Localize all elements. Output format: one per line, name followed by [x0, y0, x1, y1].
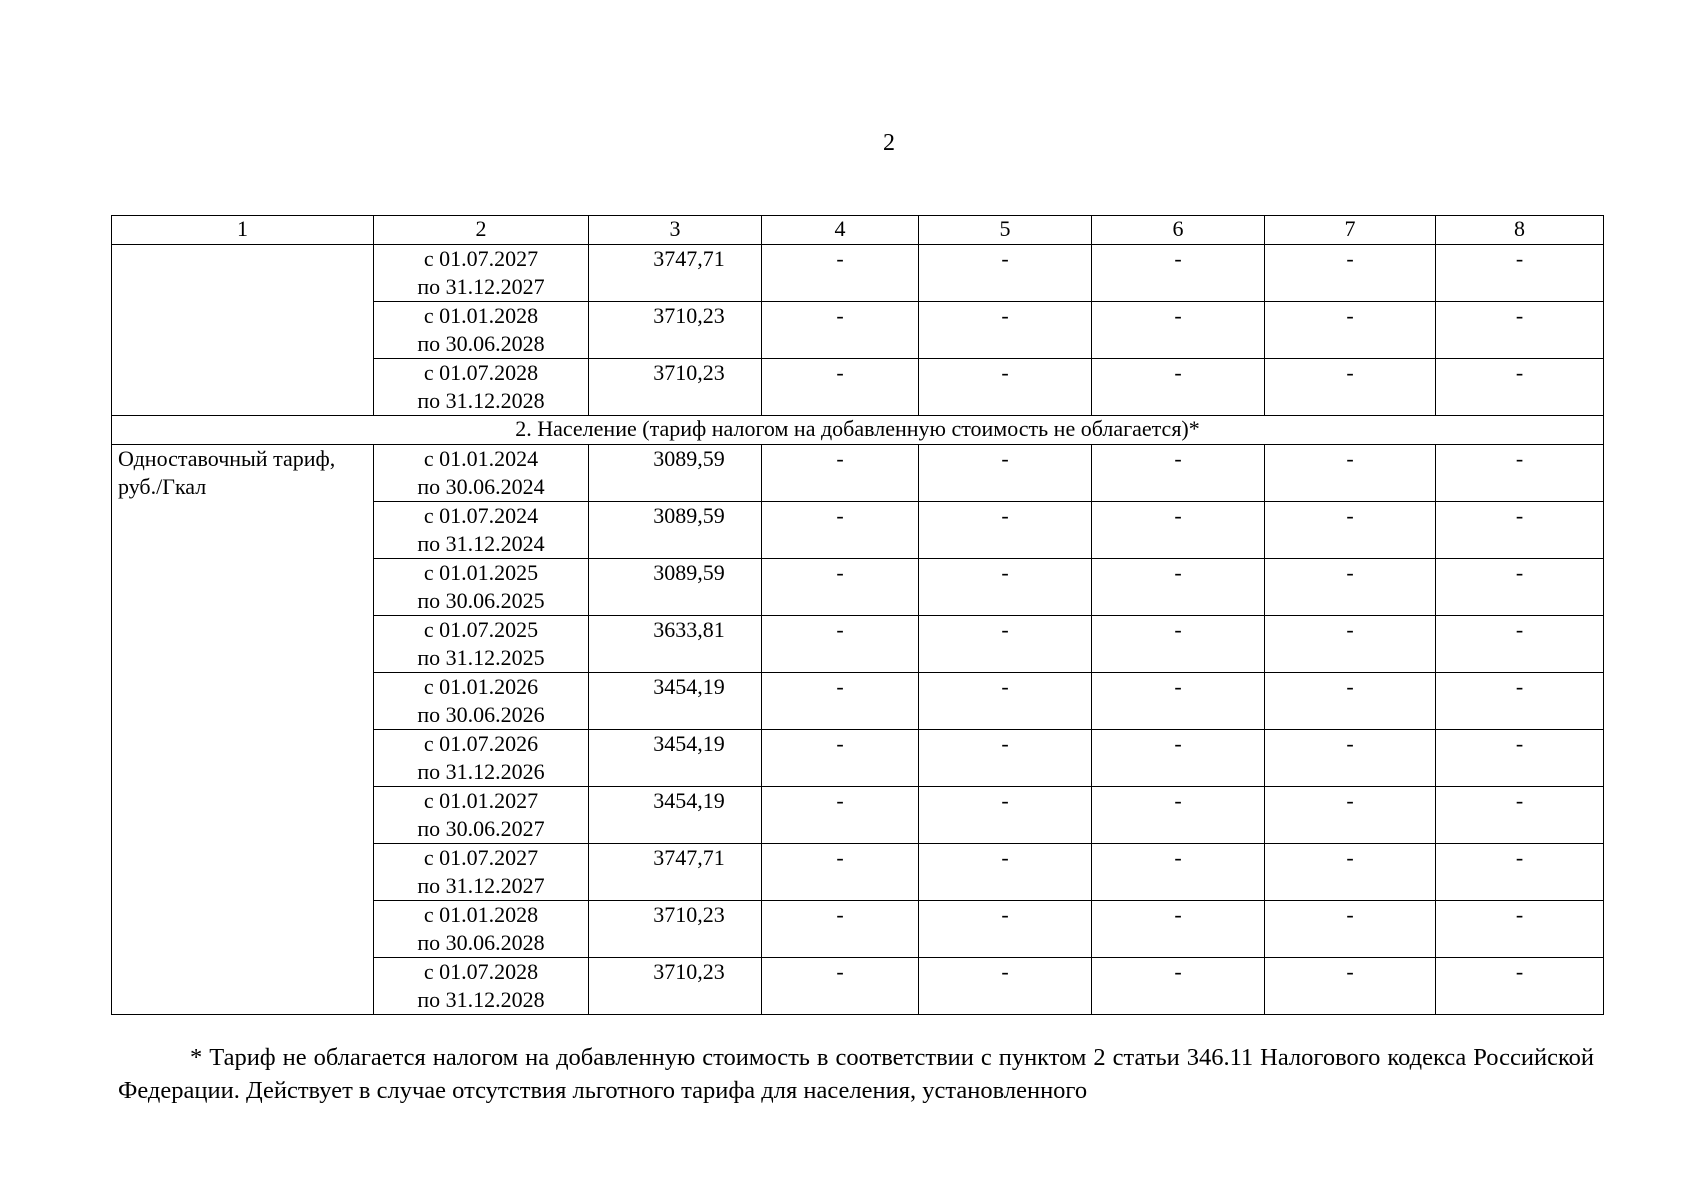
tariff-value: 3747,71	[653, 246, 725, 271]
dash-cell: -	[1265, 844, 1436, 901]
tariff-value: 3454,19	[653, 788, 725, 813]
period-to: по 30.06.2028	[417, 930, 545, 955]
period-to: по 31.12.2028	[417, 388, 545, 413]
dash-cell: -	[1436, 958, 1604, 1015]
footnote-line-1: * Тариф не облагается налогом на добавленную стоимость в соответствии с пунктом 2 статьи 346.11 Налогового	[190, 1044, 1381, 1071]
dash-cell: -	[1436, 787, 1604, 844]
tariff-value-cell	[589, 502, 762, 559]
period-cell	[374, 901, 589, 958]
period-from: с 01.07.2027	[423, 845, 539, 870]
dash-cell: -	[1092, 787, 1265, 844]
period-cell	[374, 616, 589, 673]
period-from: с 01.07.2028	[423, 360, 539, 385]
dash-cell: -	[919, 844, 1092, 901]
dash-cell: -	[1092, 673, 1265, 730]
column-header: 8	[1436, 216, 1604, 245]
tariff-value-cell	[589, 445, 762, 502]
tariff-value-cell	[589, 245, 762, 302]
tariff-value: 3089,59	[653, 503, 725, 528]
table-row	[112, 445, 1604, 502]
dash-cell: -	[1265, 787, 1436, 844]
tariff-value: 3454,19	[653, 674, 725, 699]
dash-cell: -	[1436, 901, 1604, 958]
row-label-cell: Одноставочный тариф, руб./Гкал	[112, 445, 374, 1015]
dash-cell: -	[762, 787, 919, 844]
dash-cell: -	[1265, 730, 1436, 787]
tariff-value: 3710,23	[653, 959, 725, 984]
tariff-value-cell	[589, 730, 762, 787]
tariff-value: 3710,23	[653, 303, 725, 328]
period-to: по 30.06.2024	[417, 474, 545, 499]
dash-cell: -	[919, 787, 1092, 844]
tariff-value: 3710,23	[653, 360, 725, 385]
period-from: с 01.01.2027	[423, 788, 539, 813]
dash-cell: -	[1265, 245, 1436, 302]
period-to: по 31.12.2026	[417, 759, 545, 784]
dash-cell: -	[919, 673, 1092, 730]
dash-cell: -	[1092, 901, 1265, 958]
column-header: 3	[589, 216, 762, 245]
dash-cell: -	[762, 502, 919, 559]
period-cell	[374, 245, 589, 302]
dash-cell: -	[762, 958, 919, 1015]
period-cell	[374, 502, 589, 559]
period-from: с 01.01.2028	[423, 303, 539, 328]
dash-cell: -	[919, 359, 1092, 416]
dash-cell: -	[762, 559, 919, 616]
section-title-row	[112, 416, 1604, 445]
dash-cell: -	[1265, 445, 1436, 502]
dash-cell: -	[919, 445, 1092, 502]
tariff-value-cell	[589, 616, 762, 673]
dash-cell: -	[1265, 901, 1436, 958]
tariff-value: 3633,81	[653, 617, 725, 642]
dash-cell: -	[762, 445, 919, 502]
dash-cell: -	[1436, 359, 1604, 416]
tariff-value-cell	[589, 958, 762, 1015]
period-cell	[374, 359, 589, 416]
dash-cell: -	[1436, 730, 1604, 787]
dash-cell: -	[1436, 616, 1604, 673]
column-header: 2	[374, 216, 589, 245]
tariff-value-cell	[589, 359, 762, 416]
tariff-table	[111, 215, 1604, 1015]
row-label-cell	[112, 245, 374, 416]
page-number: 2	[883, 130, 895, 156]
period-to: по 31.12.2027	[417, 274, 545, 299]
dash-cell: -	[1092, 502, 1265, 559]
table-row	[112, 245, 1604, 302]
tariff-value: 3089,59	[653, 446, 725, 471]
dash-cell: -	[1436, 445, 1604, 502]
dash-cell: -	[1092, 730, 1265, 787]
period-from: с 01.07.2028	[423, 959, 539, 984]
dash-cell: -	[762, 245, 919, 302]
dash-cell: -	[762, 616, 919, 673]
period-from: с 01.07.2027	[423, 246, 539, 271]
tariff-value-cell	[589, 844, 762, 901]
tariff-value: 3454,19	[653, 731, 725, 756]
dash-cell: -	[919, 245, 1092, 302]
tariff-value: 3747,71	[653, 845, 725, 870]
dash-cell: -	[1265, 958, 1436, 1015]
dash-cell: -	[1436, 673, 1604, 730]
period-to: по 30.06.2027	[417, 816, 545, 841]
dash-cell: -	[1092, 302, 1265, 359]
dash-cell: -	[1265, 502, 1436, 559]
period-cell	[374, 787, 589, 844]
dash-cell: -	[1092, 958, 1265, 1015]
column-header: 4	[762, 216, 919, 245]
dash-cell: -	[919, 616, 1092, 673]
dash-cell: -	[762, 901, 919, 958]
period-from: с 01.01.2024	[423, 446, 539, 471]
dash-cell: -	[762, 359, 919, 416]
dash-cell: -	[1092, 559, 1265, 616]
dash-cell: -	[1265, 359, 1436, 416]
column-header: 6	[1092, 216, 1265, 245]
dash-cell: -	[1436, 245, 1604, 302]
dash-cell: -	[1092, 245, 1265, 302]
tariff-value-cell	[589, 673, 762, 730]
dash-cell: -	[1265, 616, 1436, 673]
period-to: по 31.12.2028	[417, 987, 545, 1012]
dash-cell: -	[1265, 302, 1436, 359]
tariff-value-cell	[589, 559, 762, 616]
period-cell	[374, 445, 589, 502]
dash-cell: -	[762, 730, 919, 787]
dash-cell: -	[1436, 302, 1604, 359]
dash-cell: -	[762, 302, 919, 359]
dash-cell: -	[919, 559, 1092, 616]
tariff-value-cell	[589, 787, 762, 844]
period-to: по 30.06.2026	[417, 702, 545, 727]
dash-cell: -	[1265, 673, 1436, 730]
period-from: с 01.07.2024	[423, 503, 539, 528]
period-to: по 31.12.2025	[417, 645, 545, 670]
dash-cell: -	[1265, 559, 1436, 616]
period-from: с 01.01.2025	[423, 560, 539, 585]
dash-cell: -	[762, 844, 919, 901]
period-cell	[374, 958, 589, 1015]
dash-cell: -	[919, 502, 1092, 559]
period-cell	[374, 730, 589, 787]
dash-cell: -	[1092, 359, 1265, 416]
dash-cell: -	[1436, 844, 1604, 901]
column-header: 5	[919, 216, 1092, 245]
column-header-row	[112, 216, 1604, 245]
footnote-line-2: кодекса Российской Федерации. Действует в случае отсутствия льготного тарифа для населения, установленного	[118, 1044, 1595, 1104]
footnote	[118, 1041, 1594, 1107]
period-cell	[374, 844, 589, 901]
dash-cell: -	[919, 958, 1092, 1015]
dash-cell: -	[919, 901, 1092, 958]
period-to: по 30.06.2028	[417, 331, 545, 356]
tariff-value-cell	[589, 302, 762, 359]
dash-cell: -	[919, 730, 1092, 787]
tariff-value: 3089,59	[653, 560, 725, 585]
dash-cell: -	[1092, 844, 1265, 901]
column-header: 1	[112, 216, 374, 245]
section-title: 2. Население (тариф налогом на добавленную стоимость не облагается)*	[112, 416, 1604, 445]
dash-cell: -	[1092, 445, 1265, 502]
tariff-value-cell	[589, 901, 762, 958]
column-header: 7	[1265, 216, 1436, 245]
period-to: по 31.12.2024	[417, 531, 545, 556]
period-to: по 30.06.2025	[417, 588, 545, 613]
dash-cell: -	[762, 673, 919, 730]
period-from: с 01.07.2025	[423, 617, 539, 642]
period-from: с 01.01.2026	[423, 674, 539, 699]
period-cell	[374, 302, 589, 359]
tariff-value: 3710,23	[653, 902, 725, 927]
dash-cell: -	[919, 302, 1092, 359]
period-cell	[374, 559, 589, 616]
period-to: по 31.12.2027	[417, 873, 545, 898]
dash-cell: -	[1436, 559, 1604, 616]
period-cell	[374, 673, 589, 730]
period-from: с 01.01.2028	[423, 902, 539, 927]
period-from: с 01.07.2026	[423, 731, 539, 756]
dash-cell: -	[1436, 502, 1604, 559]
dash-cell: -	[1092, 616, 1265, 673]
